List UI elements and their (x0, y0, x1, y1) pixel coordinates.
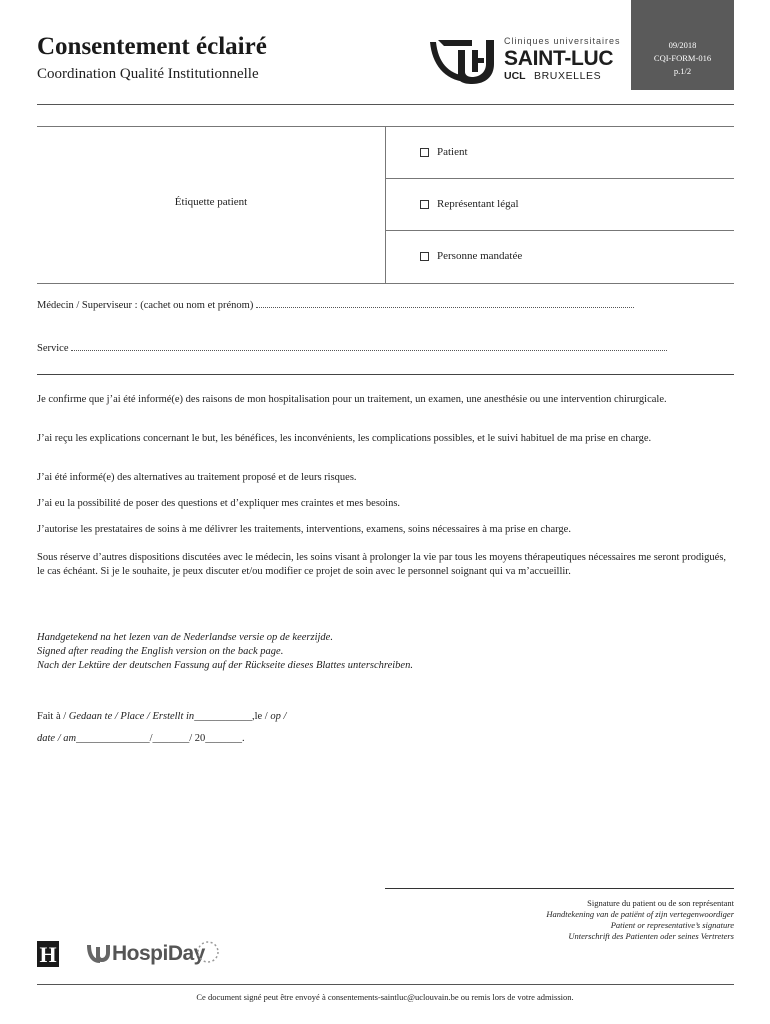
service-label: Service (37, 343, 69, 354)
place-field[interactable] (37, 711, 286, 722)
date-field[interactable] (37, 733, 245, 744)
signature-line[interactable] (385, 888, 734, 889)
form-code: CQI-FORM-016 (653, 53, 712, 63)
logo-main-text: SAINT-LUC (504, 47, 614, 70)
form-page: p.1/2 (673, 66, 692, 76)
medecin-input-line[interactable] (256, 299, 634, 308)
logo-ucl-text: UCL (504, 70, 526, 82)
checkbox-mandataire[interactable] (420, 252, 429, 261)
consent-paragraph: J’ai été informé(e) des alternatives au traitement proposé et de leurs risques. (37, 472, 357, 483)
service-field[interactable] (37, 342, 667, 354)
place-prefix: Fait à / (37, 711, 69, 722)
saint-luc-emblem-icon (428, 36, 498, 86)
option-label: Personne mandatée (437, 250, 523, 262)
date-italic: date / am (37, 733, 77, 744)
hospiday-mark-icon (84, 941, 112, 969)
page-title: Consentement éclairé (37, 33, 267, 60)
consent-paragraph: J’ai eu la possibilité de poser des questions et d’expliquer mes craintes et mes besoins. (37, 498, 401, 509)
signature-labels (546, 898, 734, 942)
h-logo: H (37, 941, 59, 967)
header-divider (37, 104, 734, 105)
language-note-nl: Handgetekend na het lezen van de Nederlandse versie op de keerzijde. (37, 632, 333, 643)
consent-paragraph: J’ai reçu les explications concernant le but, les bénéfices, les inconvénients, les complications possibles, et le suivi habituel de ma prise en charge. (37, 433, 652, 444)
medecin-field[interactable] (37, 299, 634, 311)
language-note-en: Signed after reading the English version on the back page. (37, 646, 284, 657)
patient-label-text: Étiquette patient (174, 196, 248, 208)
language-note-de: Nach der Lektüre der deutschen Fassung auf der Rückseite dieses Blattes unterschreiben. (37, 660, 413, 671)
signature-label-nl: Handtekening van de patiënt of zijn vertegenwoordiger (546, 909, 734, 919)
footer-note: Ce document signé peut être envoyé à consentements-saintluc@uclouvain.be ou remis lors de votre admission. (196, 992, 574, 1002)
medecin-label: Médecin / Superviseur : (cachet ou nom et prénom) (37, 300, 254, 311)
signature-label-fr: Signature du patient ou de son représentant (587, 898, 734, 908)
consent-paragraph: Je confirme que j’ai été informé(e) des raisons de mon hospitalisation pour un traitement, un examen, une anesthésie ou une intervention chirurgicale. (37, 394, 667, 405)
service-input-line[interactable] (71, 342, 667, 351)
checkbox-patient[interactable] (420, 148, 429, 157)
form-date: 09/2018 (668, 40, 697, 50)
patient-label-cell (37, 127, 386, 283)
page-subtitle: Coordination Qualité Institutionnelle (37, 66, 259, 82)
signature-label-de: Unterschrift des Patienten oder seines Vertreters (568, 931, 734, 941)
le-prefix: ,le / (251, 711, 271, 722)
signature-label-en: Patient or representative’s signature (610, 920, 734, 930)
checkbox-representant[interactable] (420, 200, 429, 209)
fields-divider (37, 374, 734, 375)
logo-city-text: BRUXELLES (534, 70, 602, 82)
sun-rays-icon (196, 938, 224, 966)
footer-divider (37, 984, 734, 985)
form-id-box (631, 0, 734, 90)
consent-paragraph: Sous réserve d’autres dispositions discutées avec le médecin, les soins visant à prolonger la vie par tous les moyens thérapeutiques nécessaires me seront prodigués, le cas échéant. Si je le souhaite, je peux discuter et/ou modifier ce projet de soin avec le personnel soignant qui va m’accueillir. (37, 552, 727, 577)
place-italic: Gedaan te / Place / Erstellt in (68, 711, 195, 722)
option-representant[interactable] (385, 179, 734, 231)
patient-box (37, 126, 734, 284)
hospiday-logo (84, 938, 219, 970)
saint-luc-logo (428, 36, 621, 86)
option-patient[interactable] (385, 127, 734, 179)
option-label: Patient (437, 146, 468, 158)
hospiday-text: HospiDay (112, 942, 205, 965)
consent-paragraph: J’autorise les prestataires de soins à me délivrer les traitements, interventions, examens, soins nécessaires à ma prise en charge. (37, 524, 571, 535)
place-blank[interactable]: ___________ (194, 711, 252, 722)
le-italic: op / (270, 711, 287, 722)
option-label: Représentant légal (437, 198, 519, 210)
logo-top-text: Cliniques universitaires (504, 36, 621, 46)
option-mandataire[interactable] (385, 231, 734, 282)
date-blank[interactable]: ______________/_______/ 20_______. (76, 733, 245, 744)
